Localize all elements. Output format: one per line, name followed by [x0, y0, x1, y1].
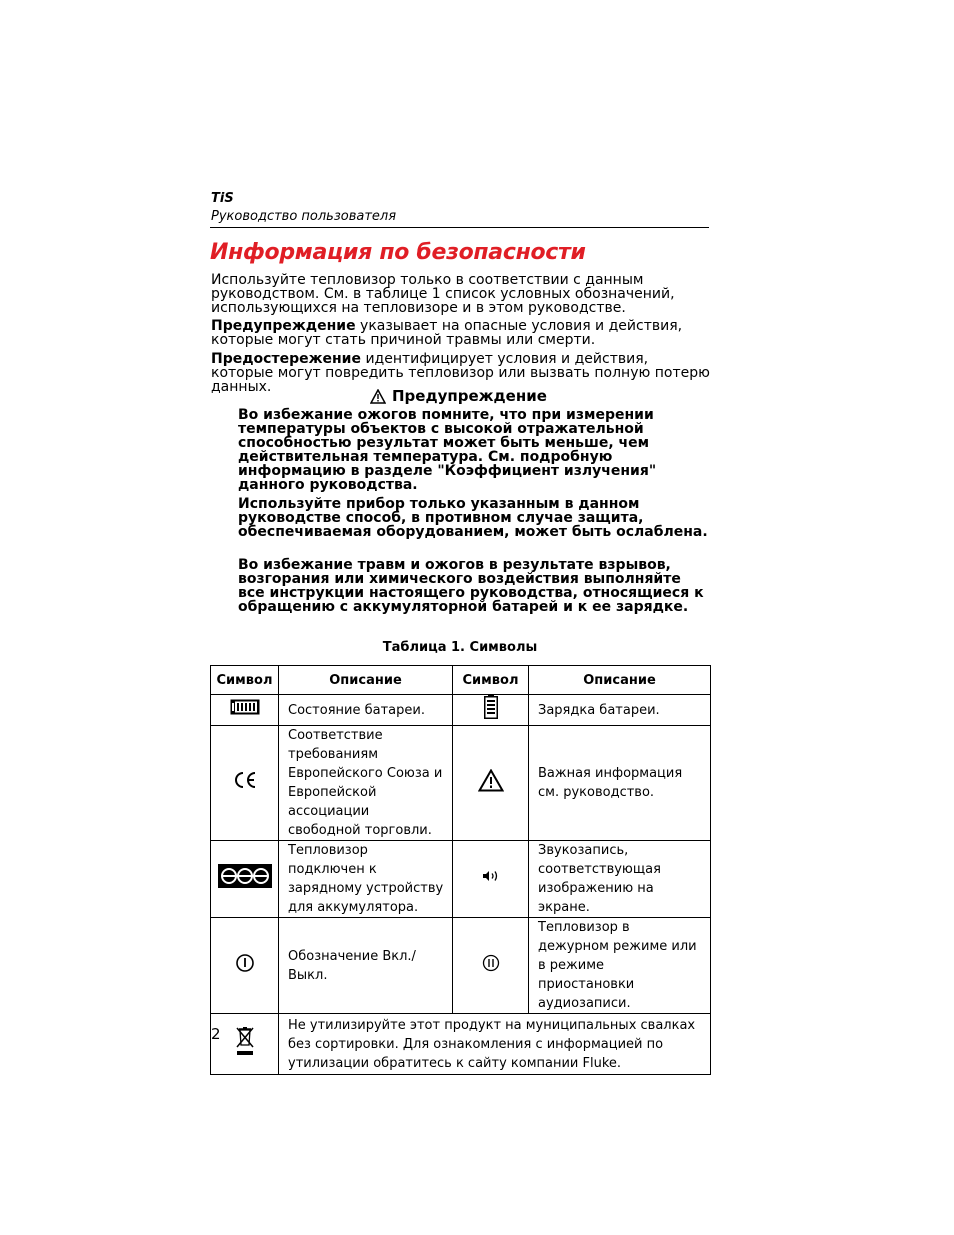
header-product: TiS: [211, 191, 234, 206]
description-cell: Соответствие требованиям Европейского Союза и Европейской ассоциации свободной торговли.: [279, 726, 453, 841]
warning-definition-text: указывает на опасные условия и действия, которые могут стать причиной травмы или смерти.: [211, 318, 683, 348]
charger-connected-icon: [218, 864, 272, 888]
header-divider: [210, 227, 709, 228]
warning-triangle-icon: [370, 389, 386, 404]
warning-term: Предупреждение: [211, 318, 356, 334]
warning-paragraph-3: Во избежание травм и ожогов в результате взрывов, возгорания или химического воздействия выполняйте все инструкции настоящего руководства, относящиеся к обращению с аккумуляторной батарей и к ее зарядке.: [238, 557, 704, 615]
table-header-row: [211, 666, 711, 695]
table-row: [211, 695, 711, 726]
power-icon: [235, 953, 255, 973]
warning-heading: [370, 387, 547, 405]
symbol-cell: [211, 1014, 279, 1075]
caution-definition-text: идентифицирует условия и действия, которые могут повредить тепловизор или вызвать полную потерю данных.: [211, 351, 710, 395]
battery-charging-icon: [484, 695, 498, 719]
description-cell: Состояние батареи.: [279, 695, 453, 726]
col-header-symbol: Символ: [453, 666, 529, 695]
header-subtitle: Руководство пользователя: [211, 209, 397, 224]
description-cell: Обозначение Вкл./Выкл.: [279, 918, 453, 1014]
intro-paragraph: Используйте тепловизор только в соответствии с данным руководством. См. в таблице 1 список условных обозначений, использующихся на тепловизоре и в этом руководстве.: [211, 272, 675, 316]
symbol-cell: [211, 841, 279, 918]
table-row: [211, 1014, 711, 1075]
col-header-symbol: Символ: [211, 666, 279, 695]
warning-heading-text: Предупреждение: [392, 387, 547, 405]
symbol-cell: [211, 695, 279, 726]
section-title: Информация по безопасности: [210, 240, 586, 265]
symbol-cell: [211, 726, 279, 841]
weee-bin-icon: [235, 1025, 255, 1057]
page-number: 2: [211, 1025, 221, 1043]
table-row: [211, 841, 711, 918]
warning-paragraph-2: Используйте прибор только указанным в данном руководстве способ, в противном случае защита, обеспечиваемая оборудованием, может быть ослаблена.: [238, 496, 708, 540]
table-caption: Таблица 1. Символы: [382, 640, 538, 655]
description-cell: Звукозапись, соответствующая изображению на экране.: [529, 841, 711, 918]
symbol-cell: [211, 918, 279, 1014]
table-row: [211, 726, 711, 841]
ce-mark-icon: [233, 771, 257, 789]
description-cell: Тепловизор подключен к зарядному устройству для аккумулятора.: [279, 841, 453, 918]
caution-term: Предостережение: [211, 351, 361, 367]
battery-status-icon: [230, 699, 260, 715]
description-cell: Важная информация см. руководство.: [529, 726, 711, 841]
col-header-description: Описание: [529, 666, 711, 695]
symbol-cell: [453, 841, 529, 918]
description-cell: Тепловизор в дежурном режиме или в режиме приостановки аудиозаписи.: [529, 918, 711, 1014]
symbol-cell: [453, 918, 529, 1014]
symbol-cell: [453, 726, 529, 841]
description-cell-wide: Не утилизируйте этот продукт на муниципальных свалках без сортировки. Для ознакомления с информацией по утилизации обратитесь к сайту компании Fluke.: [279, 1014, 711, 1075]
standby-pause-icon: [482, 954, 500, 972]
description-cell: Зарядка батареи.: [529, 695, 711, 726]
symbol-cell: [453, 695, 529, 726]
audio-record-icon: [482, 869, 500, 883]
warning-triangle-icon: [478, 769, 504, 792]
warning-definition: [211, 319, 711, 347]
symbols-table: [210, 665, 711, 1075]
col-header-description: Описание: [279, 666, 453, 695]
warning-paragraph-1: Во избежание ожогов помните, что при измерении температуры объектов с высокой отражательной способностью результат может быть меньше, чем действительная температура. См. подробную информацию в разделе "Коэффициент излучения" данного руководства.: [238, 407, 657, 493]
table-row: [211, 918, 711, 1014]
